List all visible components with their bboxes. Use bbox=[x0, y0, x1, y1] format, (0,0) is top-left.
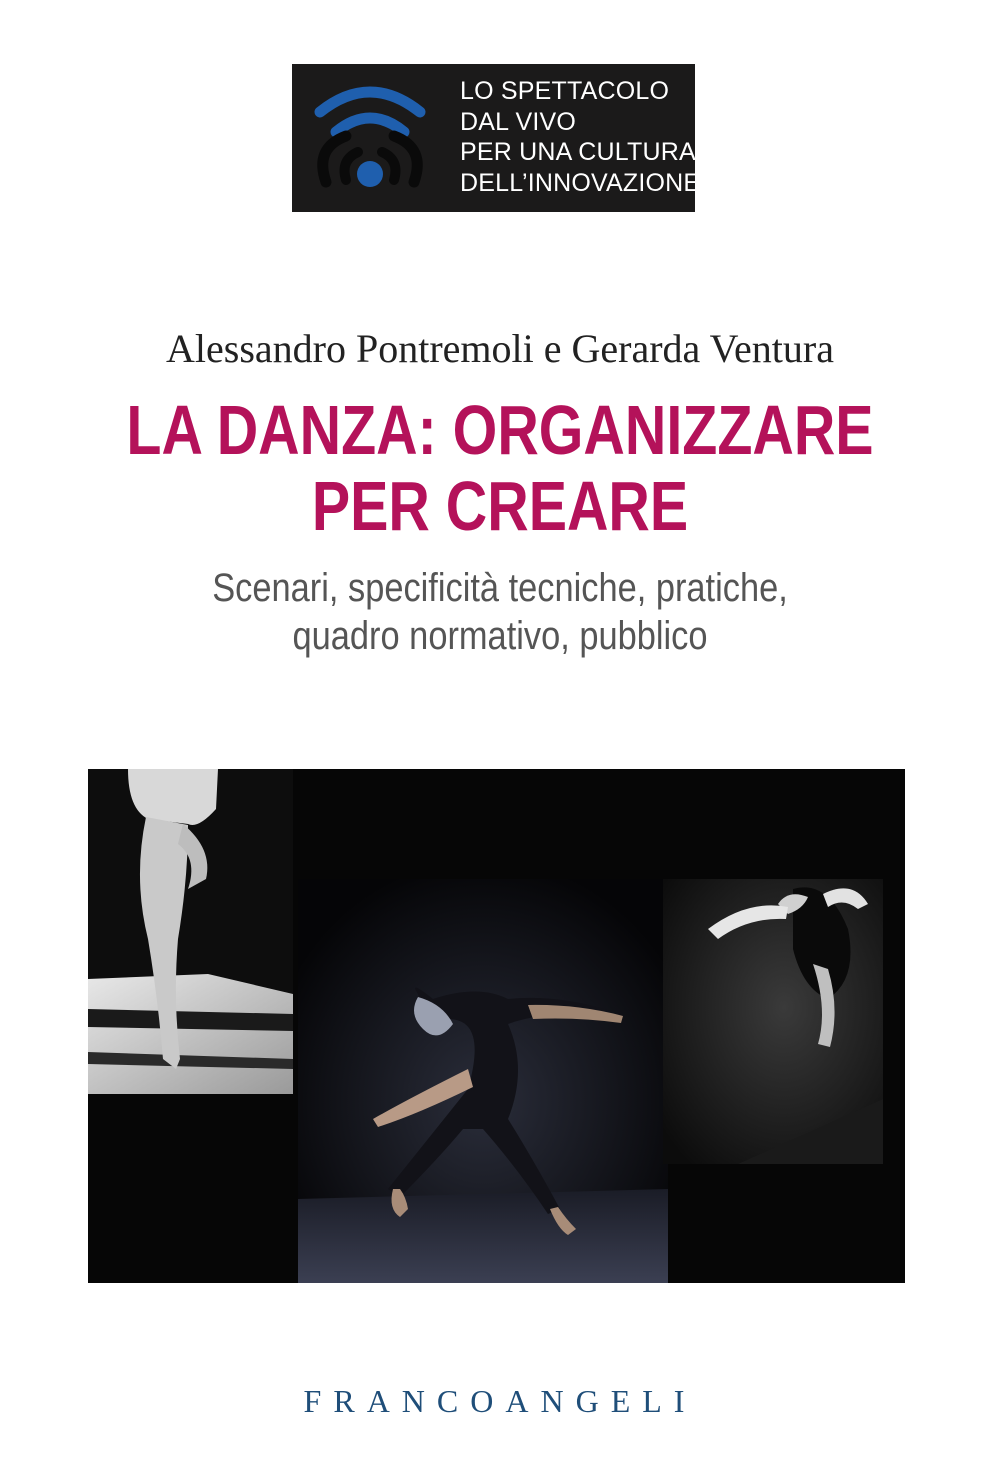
publisher-name: FRANCOANGELI bbox=[303, 1383, 697, 1419]
book-authors: Alessandro Pontremoli e Gerarda Ventura bbox=[166, 326, 834, 371]
book-subtitle-line: Scenari, specificità tecniche, pratiche, bbox=[212, 566, 788, 610]
wifi-arcs-icon bbox=[306, 78, 434, 198]
series-line: LO SPETTACOLO bbox=[460, 77, 670, 105]
cover-photo-collage bbox=[88, 769, 905, 1283]
book-title bbox=[90, 392, 910, 544]
book-subtitle bbox=[70, 564, 930, 660]
series-line: DELL’INNOVAZIONE bbox=[460, 168, 701, 197]
book-subtitle-line: quadro normativo, pubblico bbox=[292, 614, 708, 658]
series-line: DAL VIVO bbox=[460, 107, 576, 136]
dancers-photo bbox=[88, 769, 905, 1283]
series-badge bbox=[292, 64, 701, 212]
book-title-line: PER CREARE bbox=[311, 467, 689, 545]
series-title bbox=[460, 76, 701, 198]
book-title-line: LA DANZA: ORGANIZZARE bbox=[126, 391, 874, 469]
series-line: PER UNA CULTURA bbox=[460, 138, 696, 166]
